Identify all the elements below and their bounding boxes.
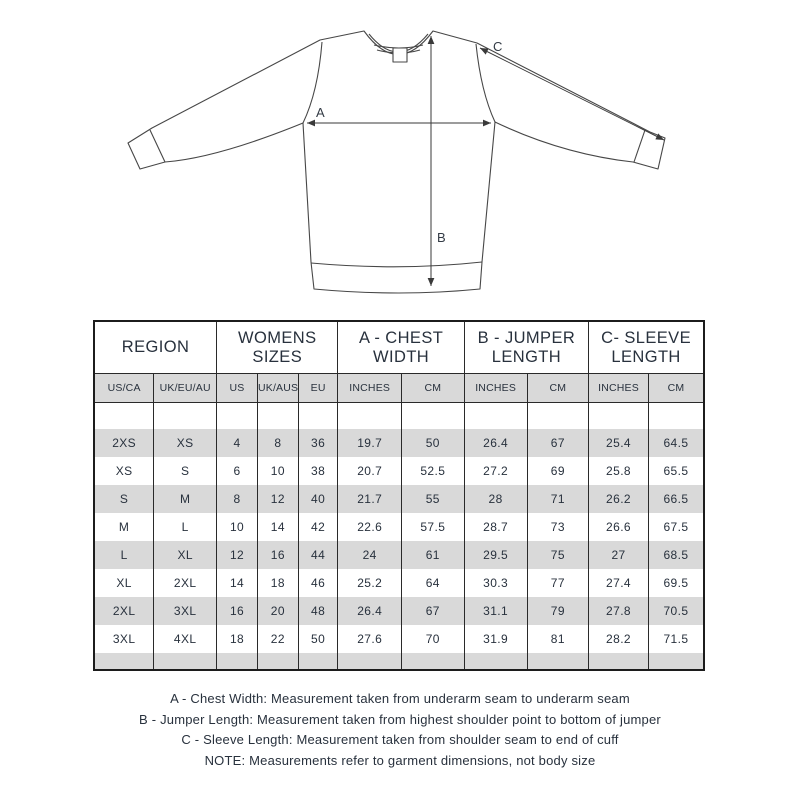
empty-cell bbox=[527, 653, 589, 670]
size-cell: 71.5 bbox=[648, 625, 704, 653]
size-row bbox=[94, 541, 704, 569]
size-cell: 46 bbox=[298, 569, 338, 597]
size-cell: 2XS bbox=[94, 429, 154, 457]
table-spacer-row bbox=[94, 403, 704, 430]
size-cell: 70 bbox=[401, 625, 464, 653]
size-row bbox=[94, 597, 704, 625]
note-line: A - Chest Width: Measurement taken from underarm seam to underarm seam bbox=[170, 691, 630, 706]
size-cell: 10 bbox=[217, 513, 258, 541]
size-cell: 29.5 bbox=[464, 541, 527, 569]
size-cell: S bbox=[154, 457, 217, 485]
sleeve-length-label: C bbox=[493, 39, 503, 54]
size-row bbox=[94, 569, 704, 597]
empty-cell bbox=[648, 403, 704, 430]
size-cell: 31.1 bbox=[464, 597, 527, 625]
size-cell: 25.8 bbox=[589, 457, 649, 485]
column-group-header: C- SLEEVE LENGTH bbox=[589, 321, 704, 374]
size-cell: 31.9 bbox=[464, 625, 527, 653]
table-subheader-row bbox=[94, 374, 704, 403]
empty-cell bbox=[464, 403, 527, 430]
size-cell: 70.5 bbox=[648, 597, 704, 625]
table-header-row bbox=[94, 321, 704, 374]
size-cell: 73 bbox=[527, 513, 589, 541]
note-line: NOTE: Measurements refer to garment dimensions, not body size bbox=[204, 752, 596, 768]
size-cell: 27.2 bbox=[464, 457, 527, 485]
size-cell: 28.7 bbox=[464, 513, 527, 541]
size-cell: M bbox=[154, 485, 217, 513]
column-subheader: INCHES bbox=[338, 374, 401, 403]
size-cell: 24 bbox=[338, 541, 401, 569]
size-cell: 81 bbox=[527, 625, 589, 653]
size-cell: M bbox=[94, 513, 154, 541]
size-chart-table bbox=[93, 320, 705, 671]
size-cell: 67.5 bbox=[648, 513, 704, 541]
column-subheader: US bbox=[217, 374, 258, 403]
size-cell: 68.5 bbox=[648, 541, 704, 569]
size-cell: 48 bbox=[298, 597, 338, 625]
size-cell: 36 bbox=[298, 429, 338, 457]
empty-cell bbox=[217, 403, 258, 430]
size-cell: 27.8 bbox=[589, 597, 649, 625]
size-cell: 27.6 bbox=[338, 625, 401, 653]
size-cell: 19.7 bbox=[338, 429, 401, 457]
size-cell: 8 bbox=[217, 485, 258, 513]
size-cell: 57.5 bbox=[401, 513, 464, 541]
size-cell: 27 bbox=[589, 541, 649, 569]
column-subheader: CM bbox=[401, 374, 464, 403]
column-group-header: REGION bbox=[94, 321, 217, 374]
size-cell: 66.5 bbox=[648, 485, 704, 513]
size-cell: 65.5 bbox=[648, 457, 704, 485]
size-cell: 67 bbox=[401, 597, 464, 625]
size-cell: 55 bbox=[401, 485, 464, 513]
size-cell: 52.5 bbox=[401, 457, 464, 485]
empty-cell bbox=[257, 403, 298, 430]
size-cell: 4XL bbox=[154, 625, 217, 653]
size-cell: XS bbox=[154, 429, 217, 457]
size-cell: 42 bbox=[298, 513, 338, 541]
empty-cell bbox=[154, 403, 217, 430]
size-cell: 22 bbox=[257, 625, 298, 653]
size-cell: 18 bbox=[257, 569, 298, 597]
size-cell: 28 bbox=[464, 485, 527, 513]
size-cell: 69.5 bbox=[648, 569, 704, 597]
empty-cell bbox=[338, 403, 401, 430]
column-subheader: INCHES bbox=[464, 374, 527, 403]
column-subheader: UK/AUS bbox=[257, 374, 298, 403]
size-row bbox=[94, 513, 704, 541]
size-cell: 30.3 bbox=[464, 569, 527, 597]
size-cell: 3XL bbox=[94, 625, 154, 653]
size-row bbox=[94, 485, 704, 513]
empty-cell bbox=[527, 403, 589, 430]
size-cell: 12 bbox=[217, 541, 258, 569]
size-cell: 28.2 bbox=[589, 625, 649, 653]
empty-cell bbox=[338, 653, 401, 670]
column-group-header: B - JUMPER LENGTH bbox=[464, 321, 588, 374]
size-cell: 26.2 bbox=[589, 485, 649, 513]
column-group-header: A - CHEST WIDTH bbox=[338, 321, 464, 374]
chest-width-label: A bbox=[316, 105, 325, 120]
size-cell: 71 bbox=[527, 485, 589, 513]
size-cell: 50 bbox=[298, 625, 338, 653]
size-row bbox=[94, 429, 704, 457]
size-cell: 27.4 bbox=[589, 569, 649, 597]
size-cell: 2XL bbox=[154, 569, 217, 597]
size-cell: 26.4 bbox=[338, 597, 401, 625]
column-subheader: UK/EU/AU bbox=[154, 374, 217, 403]
size-cell: 67 bbox=[527, 429, 589, 457]
column-subheader: CM bbox=[527, 374, 589, 403]
jumper-outline bbox=[128, 31, 665, 293]
size-cell: 10 bbox=[257, 457, 298, 485]
size-cell: 6 bbox=[217, 457, 258, 485]
size-cell: 75 bbox=[527, 541, 589, 569]
empty-cell bbox=[154, 653, 217, 670]
empty-cell bbox=[589, 653, 649, 670]
column-subheader: INCHES bbox=[589, 374, 649, 403]
size-cell: 64.5 bbox=[648, 429, 704, 457]
empty-cell bbox=[217, 653, 258, 670]
empty-cell bbox=[589, 403, 649, 430]
size-cell: 38 bbox=[298, 457, 338, 485]
jumper-diagram bbox=[0, 0, 800, 320]
jumper-length-label: B bbox=[437, 230, 446, 245]
size-cell: 77 bbox=[527, 569, 589, 597]
size-cell: 22.6 bbox=[338, 513, 401, 541]
note-line: C - Sleeve Length: Measurement taken from shoulder seam to end of cuff bbox=[181, 732, 619, 747]
size-cell: XL bbox=[154, 541, 217, 569]
empty-cell bbox=[298, 403, 338, 430]
size-cell: 79 bbox=[527, 597, 589, 625]
size-cell: 61 bbox=[401, 541, 464, 569]
neck-label-square bbox=[393, 48, 407, 62]
size-cell: 25.2 bbox=[338, 569, 401, 597]
size-cell: 69 bbox=[527, 457, 589, 485]
size-cell: 4 bbox=[217, 429, 258, 457]
size-cell: 64 bbox=[401, 569, 464, 597]
size-cell: 20 bbox=[257, 597, 298, 625]
size-cell: 18 bbox=[217, 625, 258, 653]
size-cell: 21.7 bbox=[338, 485, 401, 513]
size-cell: L bbox=[154, 513, 217, 541]
size-cell: 44 bbox=[298, 541, 338, 569]
size-cell: XL bbox=[94, 569, 154, 597]
size-row bbox=[94, 625, 704, 653]
size-cell: 16 bbox=[217, 597, 258, 625]
size-row bbox=[94, 457, 704, 485]
size-cell: 26.4 bbox=[464, 429, 527, 457]
size-cell: 14 bbox=[257, 513, 298, 541]
size-cell: 50 bbox=[401, 429, 464, 457]
empty-cell bbox=[401, 653, 464, 670]
empty-cell bbox=[94, 653, 154, 670]
size-cell: S bbox=[94, 485, 154, 513]
table-bottom-spacer-row bbox=[94, 653, 704, 670]
empty-cell bbox=[94, 403, 154, 430]
size-cell: 14 bbox=[217, 569, 258, 597]
empty-cell bbox=[648, 653, 704, 670]
size-cell: 8 bbox=[257, 429, 298, 457]
empty-cell bbox=[257, 653, 298, 670]
size-cell: 16 bbox=[257, 541, 298, 569]
size-cell: XS bbox=[94, 457, 154, 485]
column-subheader: EU bbox=[298, 374, 338, 403]
size-cell: 3XL bbox=[154, 597, 217, 625]
empty-cell bbox=[401, 403, 464, 430]
measurement-notes bbox=[0, 689, 800, 771]
column-subheader: US/CA bbox=[94, 374, 154, 403]
column-subheader: CM bbox=[648, 374, 704, 403]
size-cell: 12 bbox=[257, 485, 298, 513]
note-line: B - Jumper Length: Measurement taken from highest shoulder point to bottom of jumper bbox=[139, 711, 661, 727]
column-group-header: WOMENS SIZES bbox=[217, 321, 338, 374]
size-cell: 20.7 bbox=[338, 457, 401, 485]
size-cell: 25.4 bbox=[589, 429, 649, 457]
size-cell: 40 bbox=[298, 485, 338, 513]
empty-cell bbox=[464, 653, 527, 670]
size-cell: 2XL bbox=[94, 597, 154, 625]
size-cell: L bbox=[94, 541, 154, 569]
empty-cell bbox=[298, 653, 338, 670]
table-body bbox=[94, 429, 704, 653]
size-cell: 26.6 bbox=[589, 513, 649, 541]
